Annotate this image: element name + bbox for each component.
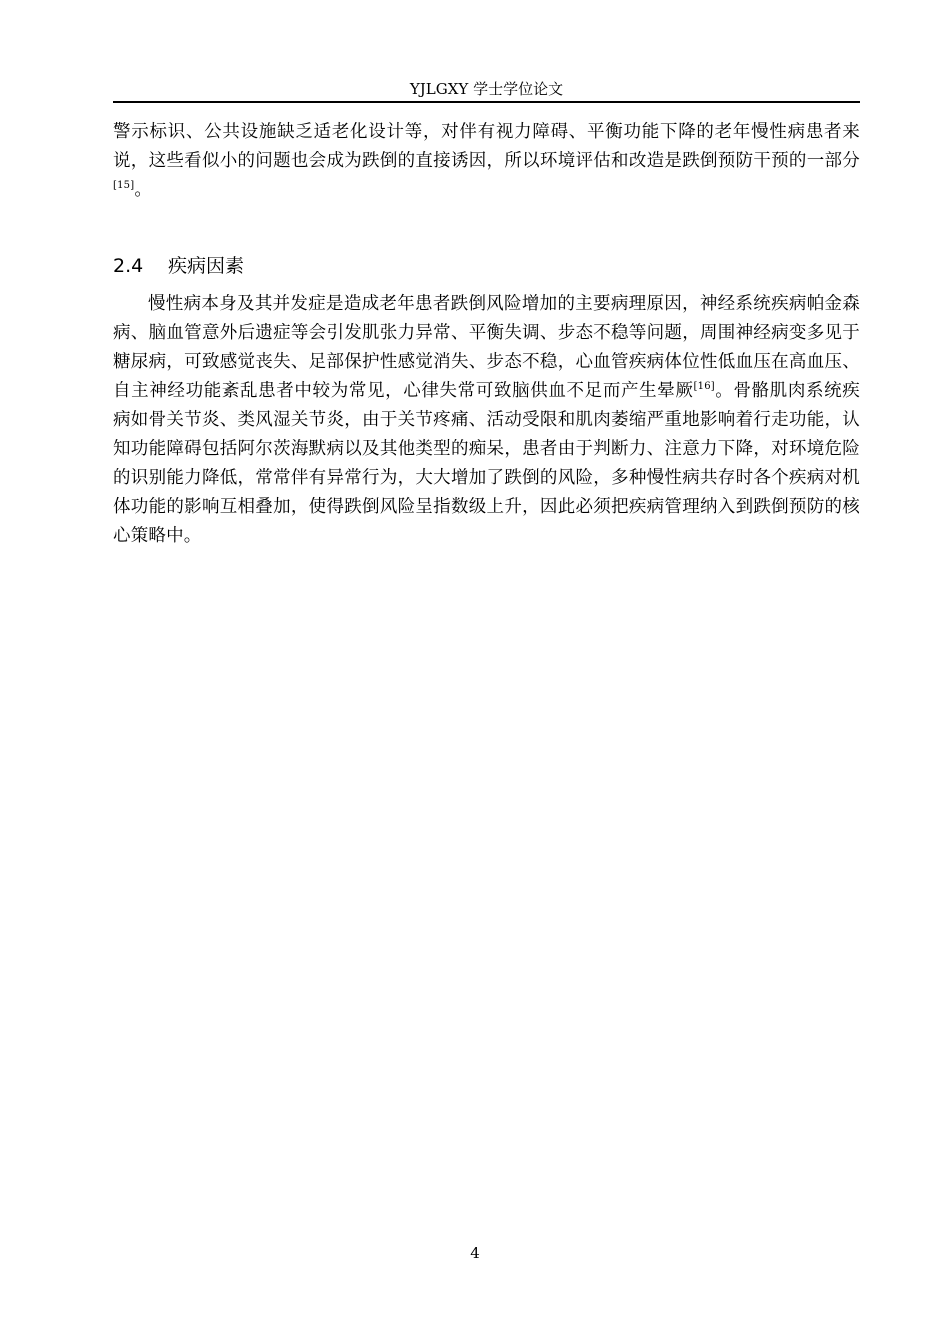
paragraph-environment-factors [113,118,860,205]
section-heading [113,252,244,280]
paragraph-end: 。 [134,180,153,200]
citation-15: [15] [113,180,135,192]
citation-16: [16] [693,381,715,393]
paragraph-disease-factors [113,290,860,551]
paragraph-text: 警示标识、公共设施缺乏适老化设计等，对伴有视力障碍、平衡功能下降的老年慢性病患者来说，这些看似小的问题也会成为跌倒的直接诱因，所以环境评估和改造是跌倒预防干预的一部分 [113,122,860,171]
running-header: YJLGXY 学士学位论文 [409,80,564,98]
header-divider [113,101,860,103]
paragraph-text-part2: 。骨骼肌肉系统疾病如骨关节炎、类风湿关节炎，由于关节疼痛、活动受限和肌肉萎缩严重地影响着行走功能，认知功能障碍包括阿尔茨海默病以及其他类型的痴呆，患者由于判断力、注意力下降，对环境危险的识别能力降低，常常伴有异常行为，大大增加了跌倒的风险，多种慢性病共存时各个疾病对机体功能的影响互相叠加，使得跌倒风险呈指数级上升，因此必须把疾病管理纳入到跌倒预防的核心策略中。 [113,381,860,546]
paragraph-text-part1: 慢性病本身及其并发症是造成老年患者跌倒风险增加的主要病理原因，神经系统疾病帕金森病、脑血管意外后遗症等会引发肌张力异常、平衡失调、步态不稳等问题，周围神经病变多见于糖尿病，可致感觉丧失、足部保护性感觉消失、步态不稳，心血管疾病体位性低血压在高血压、自主神经功能紊乱患者中较为常见，心律失常可致脑供血不足而产生晕厥 [113,294,860,401]
page-number: 4 [470,1244,480,1262]
section-number: 2.4 [113,255,144,277]
section-title: 疾病因素 [168,255,245,277]
